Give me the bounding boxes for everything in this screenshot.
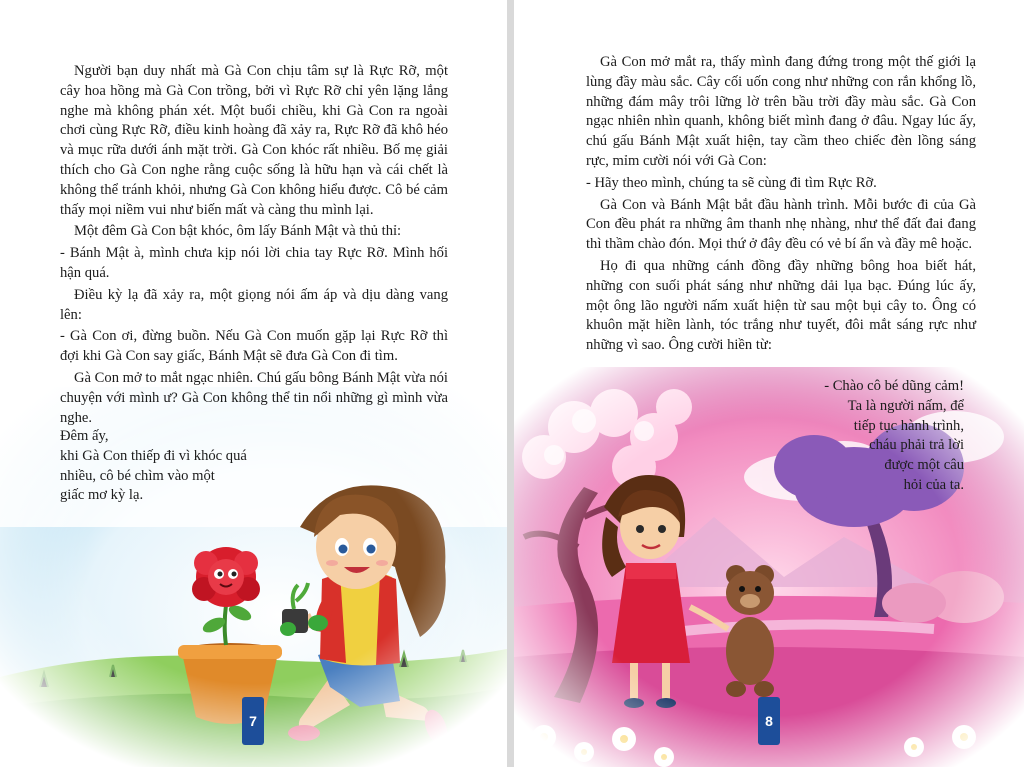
dialog-line: - Hãy theo mình, chúng ta sẽ cùng đi tìm Rực Rỡ. (586, 174, 877, 191)
paragraph: Gà Con mở mắt ra, thấy mình đang đứng trong một thế giới lạ lùng đầy màu sắc. Cây cối uốn cong như những con rắn khổng lồ, những đám mây trôi lững lờ trên bầu trời đầy màu sắc. Gà Con ngạc nhiên nhìn quanh, không biết mình đang ở đâu. Ngay lúc ấy, chú gấu Bánh Mật xuất hiện, tay cầm theo chiếc đèn lồng sáng rực, mỉm cười nói với Gà Con: (586, 54, 976, 169)
text-line: nhiều, cô bé chìm vào một (60, 467, 215, 484)
text-line: Đêm ấy, (60, 428, 109, 444)
text-line: giấc mơ kỳ lạ. (60, 487, 144, 504)
text-line: Ta là người nấm, để (847, 397, 964, 414)
left-page-body-text (60, 62, 448, 430)
page-number: 8 (758, 697, 780, 745)
paragraph: Một đêm Gà Con bật khóc, ôm lấy Bánh Mật và thủ thỉ: (74, 223, 402, 240)
paragraph: Điều kỳ lạ đã xảy ra, một giọng nói ấm áp và dịu dàng vang lên: (60, 286, 448, 323)
text-line: được một câu (884, 457, 964, 474)
right-page-body-text (586, 53, 976, 358)
text-line: khi Gà Con thiếp đi vì khóc quá (60, 447, 247, 464)
paragraph: Gà Con và Bánh Mật bắt đầu hành trình. Mỗi bước đi của Gà Con đều phát ra những âm thanh nhẹ nhàng, như thể đất đai đang thì thầm chào đón. Mọi thứ ở đây đều có vẻ bí ẩn và đầy mê hoặc. (586, 196, 976, 253)
left-page-short-lines (60, 427, 290, 506)
dialog-line: - Bánh Mật à, mình chưa kịp nói lời chia tay Rực Rỡ. Mình hối hận quá. (60, 245, 448, 281)
right-page-reply-lines (734, 377, 964, 496)
page-number: 7 (242, 697, 264, 745)
left-page (0, 0, 507, 767)
paragraph: Người bạn duy nhất mà Gà Con chịu tâm sự là Rực Rỡ, một cây hoa hồng mà Gà Con trồng, bởi vì Rực Rỡ chỉ yên lặng lắng nghe mà không phán xét. Một buổi chiều, khi Gà Con ra ngoài chơi cùng Rực Rỡ, điều kinh hoàng đã xảy ra, Rực Rỡ đã khô héo và mục rữa dưới ánh mặt trời. Gà Con khóc rất nhiều. Bố mẹ giải thích cho Gà Con nghe rằng cuộc sống là hữu hạn và cái chết là không thể tránh khỏi, nhưng Gà Con không hiểu được. Cô bé cảm thấy mọi niềm vui như biến mất và càng thu mình lại. (60, 63, 448, 218)
paragraph: Gà Con mở to mắt ngạc nhiên. Chú gấu bông Bánh Mật vừa nói chuyện với mình ư? Gà Con không thể tin nổi những gì mình vừa nghe. (60, 369, 448, 426)
text-line: hỏi của ta. (903, 476, 964, 493)
text-line: - Chào cô bé dũng cảm! (824, 378, 964, 394)
paragraph: Họ đi qua những cánh đồng đầy những bông hoa biết hát, những con suối phát sáng như những dải lụa bạc. Đúng lúc ấy, một ông lão người nấm xuất hiện từ sau một bụi cây to. Ông có khuôn mặt hiền lành, tóc trắng như tuyết, đôi mắt sáng rực như những vì sao. Ông cười hiền từ: (586, 257, 976, 354)
text-line: tiếp tục hành trình, (853, 417, 964, 434)
right-page (514, 0, 1024, 767)
dialog-line: - Gà Con ơi, đừng buồn. Nếu Gà Con muốn gặp lại Rực Rỡ thì đợi khi Gà Con say giấc, Bánh Mật sẽ đưa Gà Con đi tìm. (60, 328, 448, 365)
text-line: cháu phải trả lời (869, 437, 964, 454)
